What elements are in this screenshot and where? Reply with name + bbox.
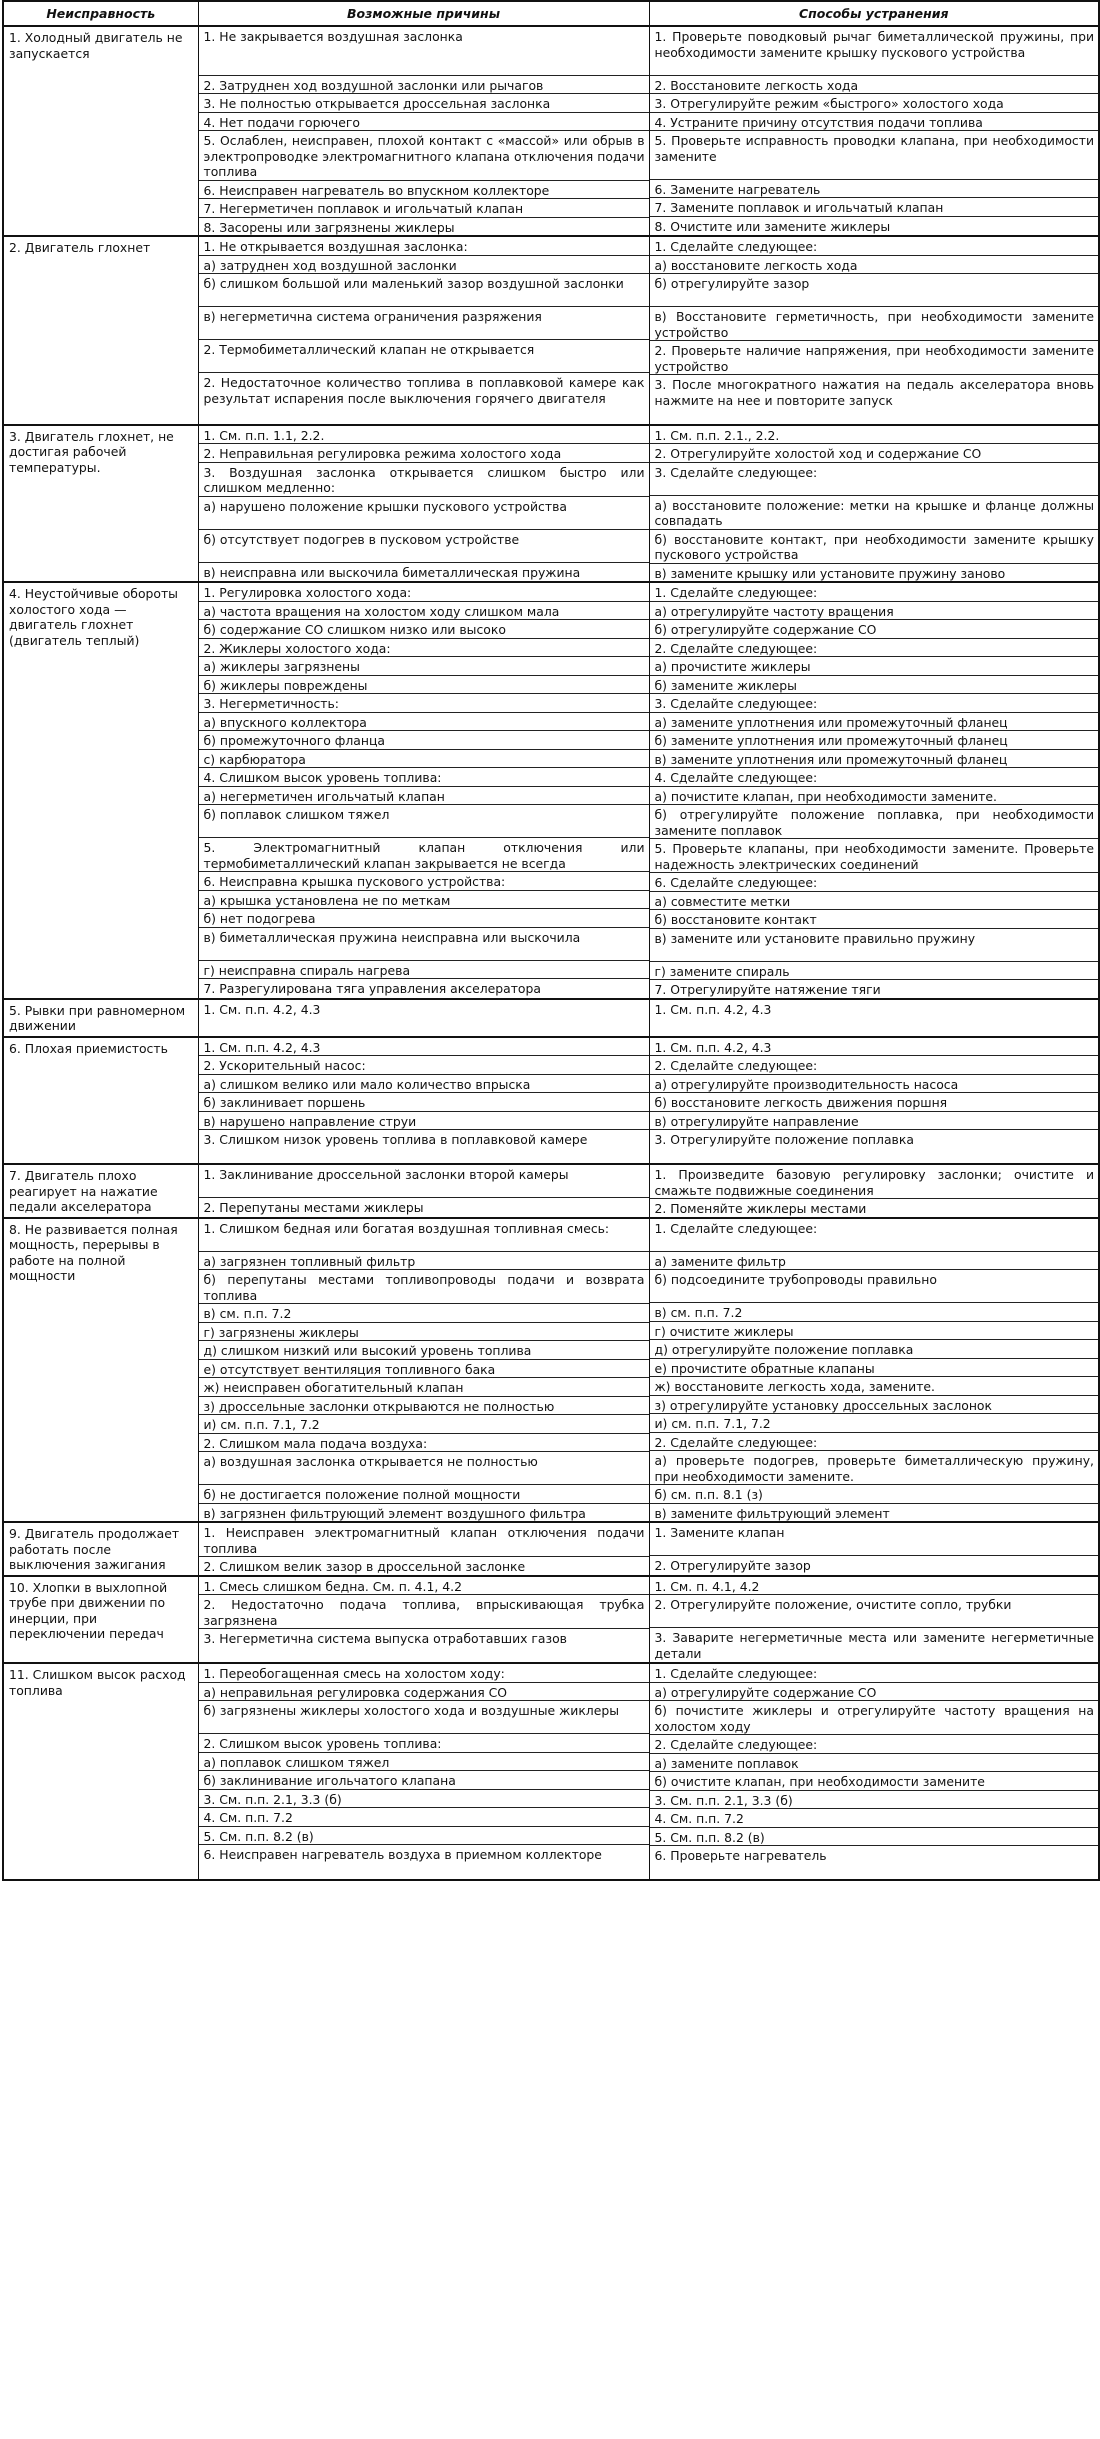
cause-cell xyxy=(198,1576,649,1664)
cause-cell xyxy=(198,999,649,1037)
remedy-item: 3. См. п.п. 2.1, 3.3 (б) xyxy=(650,1791,1099,1810)
cause-cell xyxy=(198,1522,649,1576)
cause-item: в) негерметична система ограничения разряжения xyxy=(199,307,649,340)
remedy-cell xyxy=(649,26,1099,236)
cause-item: 2. Затруднен ход воздушной заслонки или рычагов xyxy=(199,76,649,95)
fault-cell: 8. Не развивается полная мощность, перерывы в работе на полной мощности xyxy=(3,1218,198,1523)
fault-cell: 9. Двигатель продолжает работать после выключения зажигания xyxy=(3,1522,198,1576)
remedy-item: 8. Очистите или замените жиклеры xyxy=(654,218,891,234)
cause-item: 2. Недостаточно подача топлива, впрыскивающая трубка загрязнена xyxy=(199,1595,649,1629)
remedy-item: б) восстановите контакт, при необходимости замените крышку пускового устройства xyxy=(650,530,1099,564)
cause-item: б) не достигается положение полной мощности xyxy=(199,1485,649,1504)
cause-item: а) поплавок слишком тяжел xyxy=(199,1753,649,1772)
remedy-item: 2. Восстановите легкость хода xyxy=(650,76,1099,95)
cause-item: е) отсутствует вентиляция топливного бака xyxy=(199,1360,649,1379)
cause-item: и) см. п.п. 7.1, 7.2 xyxy=(199,1415,649,1434)
remedy-item: 2. Проверьте наличие напряжения, при необходимости замените устройство xyxy=(650,341,1099,375)
cause-cell xyxy=(198,236,649,425)
table-row xyxy=(3,1663,1099,1880)
fault-cell: 7. Двигатель плохо реагирует на нажатие педали акселератора xyxy=(3,1164,198,1218)
cause-item: а) неправильная регулировка содержания СО xyxy=(199,1683,649,1702)
remedy-item: 2. Отрегулируйте зазор xyxy=(654,1558,811,1573)
cause-item: а) негерметичен игольчатый клапан xyxy=(199,787,649,806)
remedy-item: 5. Проверьте исправность проводки клапана, при необходимости замените xyxy=(650,131,1099,180)
cause-item: з) дроссельные заслонки открываются не полностью xyxy=(199,1397,649,1416)
remedy-item: а) отрегулируйте содержание СО xyxy=(650,1683,1099,1702)
header-fault: Неисправность xyxy=(3,1,198,26)
cause-item: б) содержание СО слишком низко или высоко xyxy=(199,620,649,639)
remedy-item: 2. Отрегулируйте холостой ход и содержание СО xyxy=(650,444,1099,463)
remedy-cell xyxy=(649,425,1099,583)
table-row xyxy=(3,425,1099,583)
cause-item: 1. Регулировка холостого хода: xyxy=(199,583,649,602)
cause-item: 6. Неисправна крышка пускового устройства: xyxy=(199,872,649,891)
cause-item: 2. Недостаточное количество топлива в поплавковой камере как результат испарения после выключения горячего двигателя xyxy=(203,375,645,406)
cause-item: в) загрязнен фильтрующий элемент воздушного фильтра xyxy=(203,1505,586,1521)
cause-item: 2. Ускорительный насос: xyxy=(199,1056,649,1075)
remedy-item: 6. Проверьте нагреватель xyxy=(654,1848,827,1863)
remedy-item: 4. См. п.п. 7.2 xyxy=(650,1809,1099,1828)
cause-item: а) нарушено положение крышки пускового устройства xyxy=(199,497,649,530)
table-row xyxy=(3,1037,1099,1165)
remedy-item: 1. См. п.п. 4.2, 4.3 xyxy=(654,1001,772,1017)
cause-item: 3. Не полностью открывается дроссельная заслонка xyxy=(199,94,649,113)
cause-item: а) воздушная заслонка открывается не полностью xyxy=(199,1452,649,1485)
cause-item: а) крышка установлена не по меткам xyxy=(199,891,649,910)
cause-item: 5. См. п.п. 8.2 (в) xyxy=(199,1827,649,1846)
table-body xyxy=(3,26,1099,1880)
remedy-item: 1. Сделайте следующее: xyxy=(650,1219,1099,1252)
remedy-cell xyxy=(649,1576,1099,1664)
remedy-item: а) замените уплотнения или промежуточный фланец xyxy=(650,713,1099,732)
remedy-item: 3. Сделайте следующее: xyxy=(650,463,1099,496)
remedy-item: в) замените фильтрующий элемент xyxy=(654,1505,890,1521)
remedy-item: в) замените или установите правильно пружину xyxy=(650,929,1099,962)
remedy-item: 1. Проверьте поводковый рычаг биметаллической пружины, при необходимости замените крышку пускового устройства xyxy=(650,27,1099,76)
cause-item: 6. Неисправен нагреватель во впускном коллекторе xyxy=(199,181,649,200)
cause-item: 7. Негерметичен поплавок и игольчатый клапан xyxy=(199,199,649,218)
cause-item: 1. Смесь слишком бедна. См. п. 4.1, 4.2 xyxy=(199,1577,649,1596)
cause-item: б) жиклеры повреждены xyxy=(199,676,649,695)
remedy-item: и) см. п.п. 7.1, 7.2 xyxy=(650,1414,1099,1433)
remedy-item: 6. Замените нагреватель xyxy=(650,180,1099,199)
cause-item: 1. Не закрывается воздушная заслонка xyxy=(199,27,649,76)
cause-item: 3. Слишком низок уровень топлива в поплавковой камере xyxy=(203,1132,588,1147)
remedy-item: 5. См. п.п. 8.2 (в) xyxy=(650,1828,1099,1847)
remedy-item: б) см. п.п. 8.1 (з) xyxy=(650,1485,1099,1504)
remedy-item: а) проверьте подогрев, проверьте биметаллическую пружину, при необходимости замените. xyxy=(650,1451,1099,1485)
remedy-item: б) замените уплотнения или промежуточный фланец xyxy=(650,731,1099,750)
remedy-item: г) очистите жиклеры xyxy=(650,1322,1099,1341)
remedy-item: а) замените поплавок xyxy=(650,1754,1099,1773)
remedy-item: 2. Сделайте следующее: xyxy=(650,1735,1099,1754)
cause-cell xyxy=(198,26,649,236)
cause-item: а) затруднен ход воздушной заслонки xyxy=(199,256,649,275)
cause-item: 3. Негерметична система выпуска отработавших газов xyxy=(203,1631,567,1646)
cause-item: 7. Разрегулирована тяга управления акселератора xyxy=(203,981,541,996)
cause-item: 5. Ослаблен, неисправен, плохой контакт с «массой» или обрыв в электропроводке электромагнитного клапана отключения подачи топлива xyxy=(199,131,649,181)
table-row xyxy=(3,1164,1099,1218)
remedy-item: б) почистите жиклеры и отрегулируйте частоту вращения на холостом ходу xyxy=(650,1701,1099,1735)
cause-item: 4. Нет подачи горючего xyxy=(199,113,649,132)
cause-item: б) промежуточного фланца xyxy=(199,731,649,750)
remedy-item: 1. Сделайте следующее: xyxy=(650,583,1099,602)
table-row xyxy=(3,1576,1099,1664)
cause-item: 3. Негерметичность: xyxy=(199,694,649,713)
cause-cell xyxy=(198,1663,649,1880)
fault-cell: 11. Слишком высок расход топлива xyxy=(3,1663,198,1880)
remedy-cell xyxy=(649,1663,1099,1880)
remedy-cell xyxy=(649,999,1099,1037)
remedy-item: б) отрегулируйте содержание СО xyxy=(650,620,1099,639)
cause-item: 2. Термобиметаллический клапан не открывается xyxy=(199,340,649,373)
fault-cell: 3. Двигатель глохнет, не достигая рабочей температуры. xyxy=(3,425,198,583)
remedy-item: ж) восстановите легкость хода, замените. xyxy=(650,1377,1099,1396)
remedy-cell xyxy=(649,582,1099,999)
remedy-item: 5. Проверьте клапаны, при необходимости замените. Проверьте надежность электрических соединений xyxy=(650,839,1099,873)
cause-cell xyxy=(198,1164,649,1218)
table-header-row xyxy=(3,1,1099,26)
remedy-item: 6. Сделайте следующее: xyxy=(650,873,1099,892)
header-remedy: Способы устранения xyxy=(649,1,1099,26)
fault-cell: 10. Хлопки в выхлопной трубе при движении по инерции, при переключении передач xyxy=(3,1576,198,1664)
remedy-item: 3. Сделайте следующее: xyxy=(650,694,1099,713)
header-cause: Возможные причины xyxy=(198,1,649,26)
cause-item: в) нарушено направление струи xyxy=(199,1112,649,1131)
remedy-item: 3. После многократного нажатия на педаль акселератора вновь нажмите на нее и повторите запуск xyxy=(654,377,1094,408)
cause-cell xyxy=(198,1218,649,1523)
table-row xyxy=(3,1522,1099,1576)
remedy-item: 7. Замените поплавок и игольчатый клапан xyxy=(650,198,1099,217)
cause-item: 2. Слишком велик зазор в дроссельной заслонке xyxy=(203,1559,526,1574)
remedy-item: в) отрегулируйте направление xyxy=(650,1112,1099,1131)
remedy-item: б) восстановите контакт xyxy=(650,910,1099,929)
cause-item: г) неисправна спираль нагрева xyxy=(199,961,649,980)
cause-item: 1. Неисправен электромагнитный клапан отключения подачи топлива xyxy=(199,1523,649,1557)
cause-item: б) отсутствует подогрев в пусковом устройстве xyxy=(199,530,649,563)
cause-item: в) биметаллическая пружина неисправна или выскочила xyxy=(199,928,649,961)
cause-item: б) перепутаны местами топливопроводы подачи и возврата топлива xyxy=(199,1270,649,1304)
cause-item: а) впускного коллектора xyxy=(199,713,649,732)
cause-item: 2. Неправильная регулировка режима холостого хода xyxy=(199,444,649,463)
remedy-item: а) отрегулируйте частоту вращения xyxy=(650,602,1099,621)
remedy-item: а) почистите клапан, при необходимости замените. xyxy=(650,787,1099,806)
cause-item: 1. См. п.п. 4.2, 4.3 xyxy=(199,1038,649,1057)
remedy-item: 3. Отрегулируйте режим «быстрого» холостого хода xyxy=(650,94,1099,113)
cause-item: 6. Неисправен нагреватель воздуха в приемном коллекторе xyxy=(203,1847,602,1862)
table-row xyxy=(3,999,1099,1037)
remedy-item: 2. Поменяйте жиклеры местами xyxy=(654,1201,867,1216)
remedy-item: з) отрегулируйте установку дроссельных заслонок xyxy=(650,1396,1099,1415)
cause-item: а) загрязнен топливный фильтр xyxy=(199,1252,649,1271)
fault-cell: 1. Холодный двигатель не запускается xyxy=(3,26,198,236)
cause-item: 2. Перепутаны местами жиклеры xyxy=(203,1200,424,1215)
remedy-item: 1. Сделайте следующее: xyxy=(650,237,1099,256)
remedy-item: б) отрегулируйте положение поплавка, при необходимости замените поплавок xyxy=(650,805,1099,839)
remedy-item: е) прочистите обратные клапаны xyxy=(650,1359,1099,1378)
cause-item: 4. См. п.п. 7.2 xyxy=(199,1808,649,1827)
remedy-item: 3. Заварите негерметичные места или замените негерметичные детали xyxy=(654,1630,1094,1661)
remedy-item: 3. Отрегулируйте положение поплавка xyxy=(654,1132,914,1147)
remedy-item: в) замените уплотнения или промежуточный фланец xyxy=(650,750,1099,769)
cause-item: б) поплавок слишком тяжел xyxy=(199,805,649,838)
remedy-cell xyxy=(649,1218,1099,1523)
cause-item: в) см. п.п. 7.2 xyxy=(199,1304,649,1323)
remedy-item: 1. Произведите базовую регулировку заслонки; очистите и смажьте подвижные соединения xyxy=(650,1165,1099,1199)
remedy-item: а) замените фильтр xyxy=(650,1252,1099,1271)
cause-item: 1. См. п.п. 1.1, 2.2. xyxy=(199,426,649,445)
cause-item: д) слишком низкий или высокий уровень топлива xyxy=(199,1341,649,1360)
remedy-item: 2. Отрегулируйте положение, очистите сопло, трубки xyxy=(650,1595,1099,1628)
cause-item: б) заклинивание игольчатого клапана xyxy=(199,1771,649,1790)
cause-item: а) частота вращения на холостом ходу слишком мала xyxy=(199,602,649,621)
cause-item: 1. Слишком бедная или богатая воздушная топливная смесь: xyxy=(199,1219,649,1252)
remedy-item: б) очистите клапан, при необходимости замените xyxy=(650,1772,1099,1791)
remedy-item: 2. Сделайте следующее: xyxy=(650,1056,1099,1075)
cause-cell xyxy=(198,1037,649,1165)
remedy-item: 1. Сделайте следующее: xyxy=(650,1664,1099,1683)
table-row xyxy=(3,26,1099,236)
remedy-item: в) Восстановите герметичность, при необходимости замените устройство xyxy=(650,307,1099,341)
remedy-item: 1. Замените клапан xyxy=(650,1523,1099,1556)
remedy-cell xyxy=(649,1037,1099,1165)
fault-cell: 2. Двигатель глохнет xyxy=(3,236,198,425)
cause-item: а) слишком велико или мало количество впрыска xyxy=(199,1075,649,1094)
fault-cell: 4. Неустойчивые обороты холостого хода — двигатель глохнет (двигатель теплый) xyxy=(3,582,198,999)
remedy-item: а) отрегулируйте производительность насоса xyxy=(650,1075,1099,1094)
remedy-item: 1. См. п.п. 4.2, 4.3 xyxy=(650,1038,1099,1057)
remedy-item: б) восстановите легкость движения поршня xyxy=(650,1093,1099,1112)
cause-item: б) загрязнены жиклеры холостого хода и воздушные жиклеры xyxy=(199,1701,649,1734)
remedy-cell xyxy=(649,1164,1099,1218)
remedy-item: 2. Сделайте следующее: xyxy=(650,639,1099,658)
remedy-item: а) восстановите положение: метки на крышке и фланце должны совпадать xyxy=(650,496,1099,530)
remedy-item: 4. Сделайте следующее: xyxy=(650,768,1099,787)
fault-cell: 5. Рывки при равномерном движении xyxy=(3,999,198,1037)
cause-item: с) карбюратора xyxy=(199,750,649,769)
cause-cell xyxy=(198,425,649,583)
remedy-item: 2. Сделайте следующее: xyxy=(650,1433,1099,1452)
remedy-cell xyxy=(649,236,1099,425)
cause-item: 3. См. п.п. 2.1, 3.3 (б) xyxy=(199,1790,649,1809)
remedy-item: 7. Отрегулируйте натяжение тяги xyxy=(654,982,881,997)
remedy-item: 1. См. п.п. 2.1., 2.2. xyxy=(650,426,1099,445)
cause-item: 2. Жиклеры холостого хода: xyxy=(199,639,649,658)
remedy-item: б) замените жиклеры xyxy=(650,676,1099,695)
troubleshooting-table xyxy=(2,0,1100,1881)
cause-item: ж) неисправен обогатительный клапан xyxy=(199,1378,649,1397)
cause-item: 4. Слишком высок уровень топлива: xyxy=(199,768,649,787)
cause-item: 1. Переобогащенная смесь на холостом ходу: xyxy=(199,1664,649,1683)
cause-item: 3. Воздушная заслонка открывается слишком быстро или слишком медленно: xyxy=(199,463,649,497)
fault-cell: 6. Плохая приемистость xyxy=(3,1037,198,1165)
cause-item: а) жиклеры загрязнены xyxy=(199,657,649,676)
remedy-item: а) совместите метки xyxy=(650,892,1099,911)
remedy-item: а) прочистите жиклеры xyxy=(650,657,1099,676)
remedy-item: г) замените спираль xyxy=(650,962,1099,981)
remedy-item: д) отрегулируйте положение поплавка xyxy=(650,1340,1099,1359)
cause-item: б) слишком большой или маленький зазор воздушной заслонки xyxy=(199,274,649,307)
remedy-item: б) отрегулируйте зазор xyxy=(650,274,1099,307)
cause-item: 2. Слишком мала подача воздуха: xyxy=(199,1434,649,1453)
cause-item: 8. Засорены или загрязнены жиклеры xyxy=(203,219,455,235)
cause-item: 1. Не открывается воздушная заслонка: xyxy=(199,237,649,256)
cause-item: г) загрязнены жиклеры xyxy=(199,1323,649,1342)
remedy-item: б) подсоедините трубопроводы правильно xyxy=(650,1270,1099,1303)
remedy-item: 1. См. п. 4.1, 4.2 xyxy=(650,1577,1099,1596)
cause-item: 1. Заклинивание дроссельной заслонки второй камеры xyxy=(199,1165,649,1198)
table-row xyxy=(3,582,1099,999)
cause-item: 5. Электромагнитный клапан отключения или термобиметаллический клапан закрывается не всегда xyxy=(199,838,649,872)
remedy-item: 4. Устраните причину отсутствия подачи топлива xyxy=(650,113,1099,132)
table-row xyxy=(3,1218,1099,1523)
cause-cell xyxy=(198,582,649,999)
remedy-item: в) замените крышку или установите пружину заново xyxy=(654,565,1006,581)
cause-item: 2. Слишком высок уровень топлива: xyxy=(199,1734,649,1753)
cause-item: 1. См. п.п. 4.2, 4.3 xyxy=(203,1001,321,1017)
remedy-item: а) восстановите легкость хода xyxy=(650,256,1099,275)
table-row xyxy=(3,236,1099,425)
cause-item: б) заклинивает поршень xyxy=(199,1093,649,1112)
cause-item: б) нет подогрева xyxy=(199,909,649,928)
remedy-item: в) см. п.п. 7.2 xyxy=(650,1303,1099,1322)
remedy-cell xyxy=(649,1522,1099,1576)
cause-item: в) неисправна или выскочила биметаллическая пружина xyxy=(203,564,581,580)
